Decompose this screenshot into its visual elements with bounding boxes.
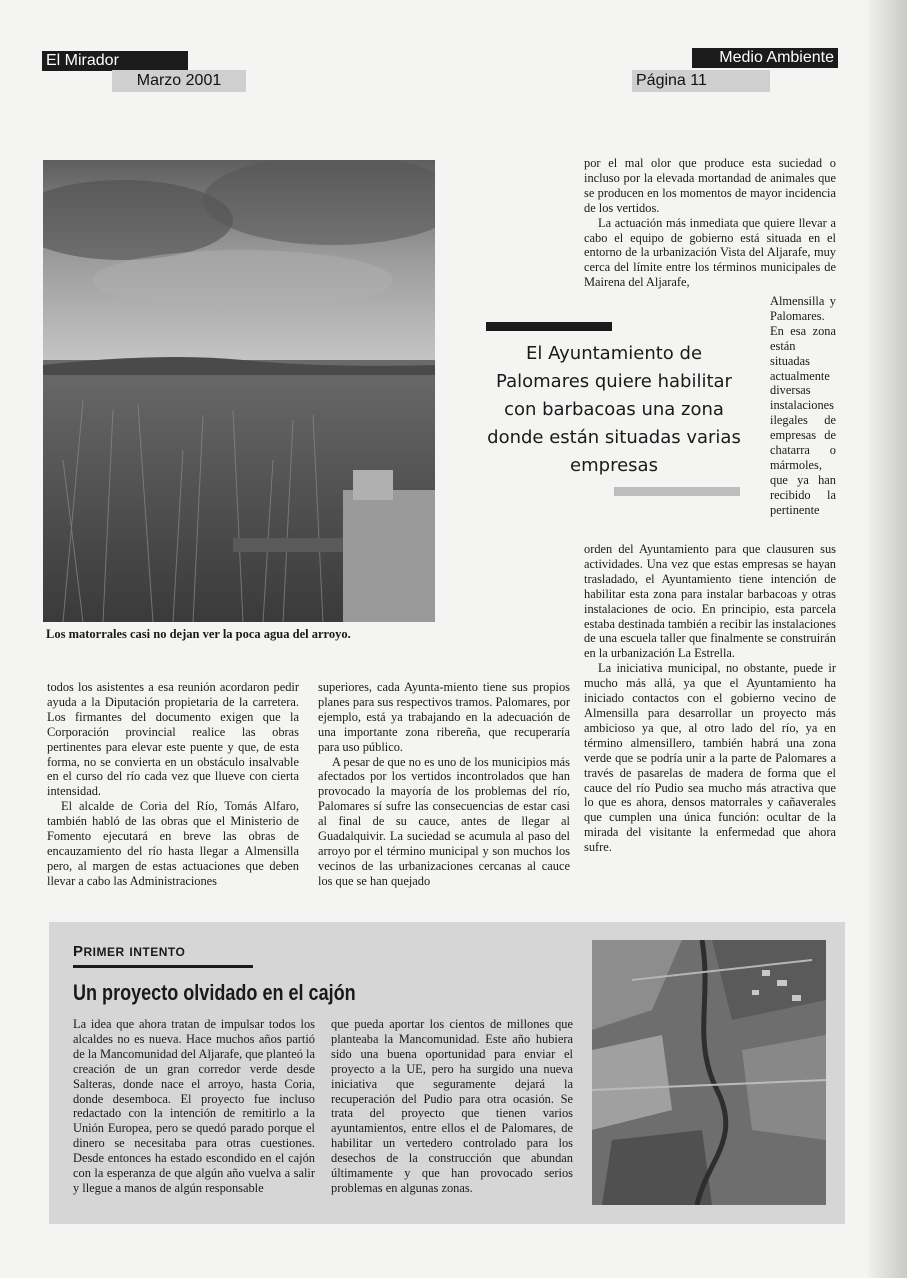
issue-date	[112, 70, 246, 92]
page-number	[632, 70, 770, 92]
aerial-photo-image	[592, 940, 826, 1205]
box-title: Un proyecto olvidado en el cajón	[73, 980, 356, 1005]
pullquote: El Ayuntamiento de Palomares quiere habilitar con barbacoas una zona donde están situadas varias empresas	[487, 343, 741, 476]
column-2	[318, 680, 570, 889]
photo-caption: Los matorrales casi no dejan ver la poca agua del arroyo.	[46, 627, 351, 641]
box-kicker	[73, 943, 185, 960]
paragraph: A pesar de que no es uno de los municipios más afectados por los vertidos incontrolados que han provocado la mayoría de los problemas del río, Palomares sí sufre las consecuencias de estar casi al final de su cauce, antes de llegar al Guadalquivir. La suciedad se acumula al paso del arroyo por el término municipal y son muchos los vecinos de las urbanizaciones cercanas al cauce los que se han quejado	[318, 754, 570, 888]
pullquote-rule-bottom	[614, 487, 740, 496]
photo-matorrales	[43, 160, 435, 622]
column-1	[47, 680, 299, 889]
paragraph: superiores, cada Ayunta-miento tiene sus propios planes para sus respectivos tramos. Palomares, por ejemplo, está ya trabajando en la adecuación de una importante zona ribereña, que recuperaría para uso público.	[318, 680, 570, 754]
box-kicker-rule	[73, 965, 253, 968]
issue-date-text: Marzo 2001	[136, 72, 222, 89]
page-edge	[868, 0, 907, 1278]
box-column-2: que pueda aportar los cientos de millones que planteaba la Mancomunidad. Este año hubiera sido una buena oportunidad para enviar el proyecto a la UE, pero ha surgido una nueva iniciativa que seguramente dejará la recuperación del Pudio para otra ocasión. Se trata del proyecto que tienen varios ayuntamientos, entre ellos el de Palomares, de habilitar un vertedero controlado para los desechos de la construcción que abundan últimamente y que han provocado serios problemas en algunas zonas.	[331, 1017, 573, 1195]
kicker-rest: RIMER	[83, 945, 125, 959]
aerial-photo	[592, 940, 826, 1205]
photo-matorrales-image	[43, 160, 435, 622]
paragraph: La actuación más inmediata que quiere llevar a cabo el equipo de gobierno está situada en el entorno de la urbanización Vista del Aljarafe, muy cerca del límite entre los términos municipales de Mairena del Aljarafe,	[584, 215, 836, 290]
page-number-text: Página 11	[636, 72, 707, 89]
section-label-left: El Mirador	[42, 51, 188, 71]
right-column-bottom	[584, 542, 836, 855]
paragraph: orden del Ayuntamiento para que clausuren sus actividades. Una vez que estas empresas se hayan trasladado, el Ayuntamiento tiene intención de habilitar esta zona para instalar barbacoas y otras instalaciones de ocio. En principio, esta parcela estaba destinada también a recibir las instalaciones de una escuela taller que finalmente se construirán en la urbanización La Estrella.	[584, 542, 836, 661]
paragraph: El alcalde de Coria del Río, Tomás Alfaro, también habló de las obras que el Ministerio de Fomento ejecutará en breve las obras de encauzamiento del río hasta llegar a Almensilla pero, al margen de estas actuaciones que deben llevar a cabo las Administraciones	[47, 799, 299, 888]
box-column-1: La idea que ahora tratan de impulsar todos los alcaldes no es nueva. Hace muchos años partió de la Mancomunidad del Aljarafe, que planteó la creación de un gran corredor verde desde Salteras, donde nace el arroyo, hasta Coria, donde desemboca. El proyecto fue incluso redactado con la intención de remitirlo a la Unión Europea, pero se quedó parado porque el dinero se necesitaba para otras cuestiones. Desde entonces ha estado escondido en el cajón con la esperanza de que algún año vuelva a salir y llegue a manos de algún responsable	[73, 1017, 315, 1195]
paragraph: La iniciativa municipal, no obstante, puede ir mucho más allá, ya que el Ayuntamiento ha iniciado contactos con el gobierno vecino de Almensilla para desarrollar un proyecto más ambicioso ya que, al otro lado del río, ya en término almensillero, también habrá una zona verde que se podría unir a la parte de Palomares a través de pasarelas de madera de forma que el cauce del río Pudio sea mucho más atractiva que lo que es ahora, densos matorrales y cañaverales que cumplen una única función: ocultar de la mirada del visitante la enfermedad que ahora sufre.	[584, 661, 836, 855]
section-label-right: Medio Ambiente	[692, 48, 838, 68]
pullquote-rule-top	[486, 322, 612, 331]
right-column-top	[584, 156, 836, 290]
paragraph: por el mal olor que produce esta suciedad o incluso por la elevada mortandad de animales que se producen en los momentos de mayor incidencia de los vertidos.	[584, 156, 836, 215]
paragraph: todos los asistentes a esa reunión acordaron pedir ayuda a la Diputación propietaria de la carretera. Los firmantes del documento exigen que la Corporación provincial realice las obras pertinentes para elevar este puente y que, de esta forma, no se convierta en un obstáculo insalvable en el curso del río cada vez que llueve con cierta intensidad.	[47, 680, 299, 799]
kicker-word2: INTENTO	[129, 945, 186, 959]
right-column-narrow: Almensilla y Palomares. En esa zona están situadas actualmente diversas instalaciones ilegales de empresas de chatarra o mármoles, que ya han recibido la pertinente	[770, 294, 836, 517]
kicker-initial: P	[73, 943, 84, 960]
